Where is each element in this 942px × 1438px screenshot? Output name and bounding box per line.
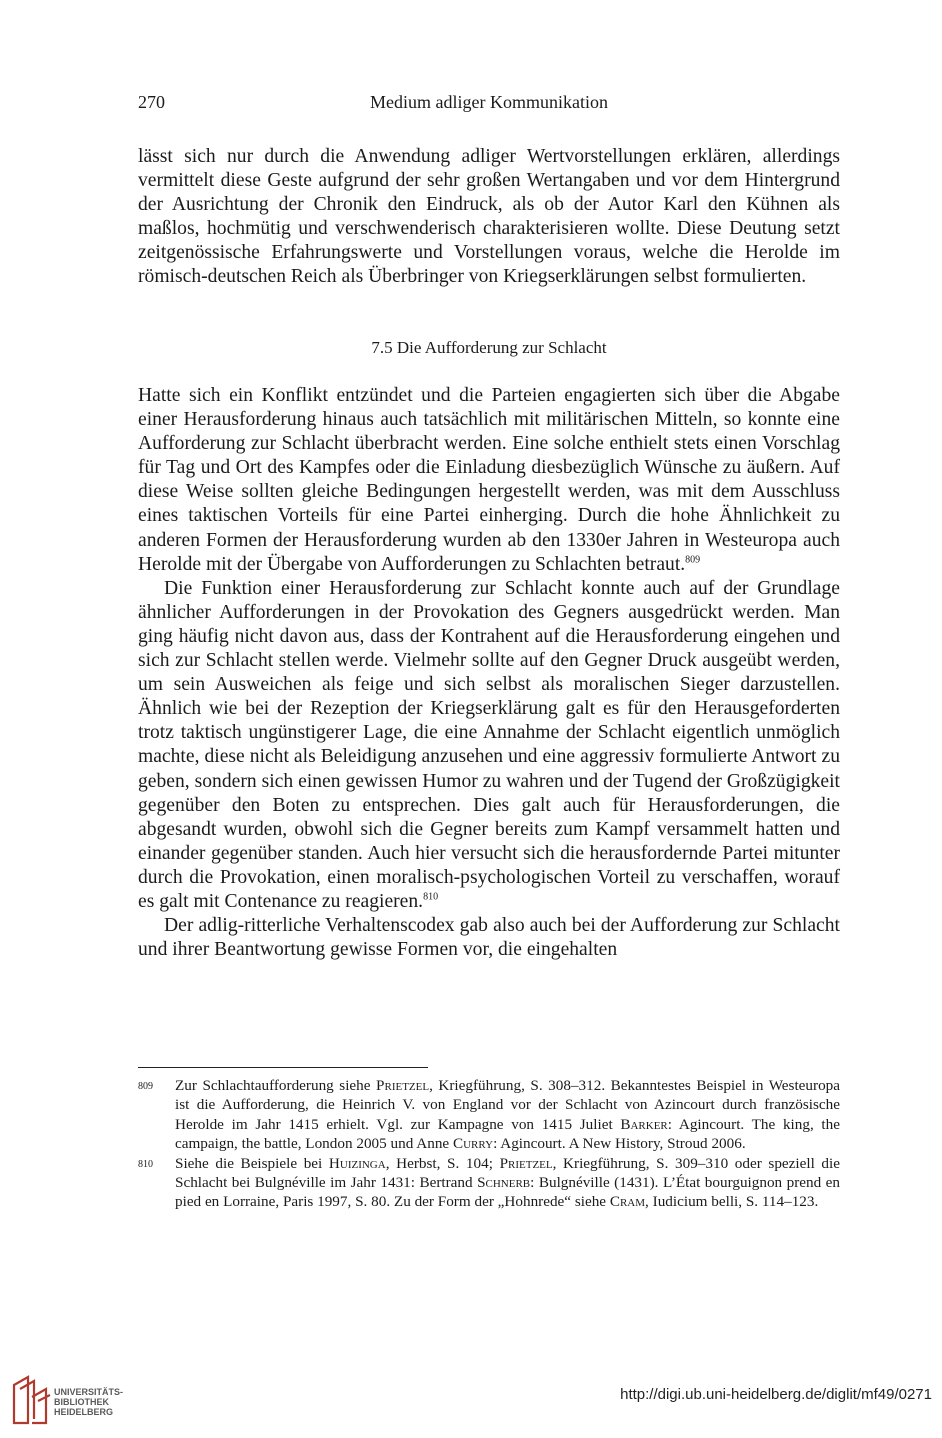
author-name: Huizinga [328, 1154, 386, 1172]
footnote-text: Siehe die Beispiele bei Huizinga, Herbst, S. 104; Prietzel, Kriegführung, S. 309–310 oder speziell die Schlacht bei Bulgnéville im Jahr 1431: Bertrand Schnerb: Bulgnéville (1431). L’État bourguignon prend en pied en Lorraine, Paris 1997, S. 80. Zu der Form der „Hohnrede“ siehe Cram, Iudicium belli, S. 114–123. [175, 1154, 841, 1211]
intro-paragraph: lässt sich nur durch die Anwendung adliger Wertvorstellungen erklären, allerdings vermittelt diese Geste aufgrund der sehr großen Wertangaben und vor dem Hintergrund der Ausrichtung der Chronik den Eindruck, als ob der Autor Karl den Kühnen als maßlos, hochmütig und verschwenderisch charakterisieren wollte. Diese Deutung setzt zeitgenössische Erfahrungswerte und Vorstellungen voraus, welche die Herolde im römisch-deutschen Reich als Überbringer von Kriegserklärungen selbst formulierten. [138, 146, 840, 288]
logo-mark [14, 1377, 50, 1423]
footnote-ref-809[interactable]: 809 [685, 554, 701, 566]
paragraph-text: Die Funktion einer Herausforderung zur Schlacht konnte auch auf der Grundlage ähnlicher Aufforderungen in der Provokation des Gegners ausgedrückt werden. Man ging häufig nicht davon aus, dass der Kontrahent auf die Herausforderung eingehen und sich zur Schlacht stellen werde. Vielmehr sollte auf den Gegner Druck ausgeübt werden, um sein Ausweichen als feige und sich selbst als moralischen Sieger darzustellen. Ähnlich wie bei der Rezeption der Kriegserklärung galt es für den Herausgeforderten trotz taktisch ungünstigerer Lage, die eine Annahme der Schlacht eigentlich unmöglich machte, diese nicht als Beleidigung anzusehen und eine aggressiv formulierte Antwort zu geben, sondern sich einen gewissen Humor zu wahren und der Tugend der Großzügigkeit gegenüber den Boten zu entsprechen. Dies galt auch für Herausforderungen, die abgesandt wurden, obwohl sich die Gegner bereits zum Kampf versammelt hatten und einander gegenüber standen. Auch hier versucht sich die herausfordernde Partei mitunter durch die Provokation, einen moralisch-psychologischen Vorteil zu verschaffen, worauf es galt mit Contenance zu reagieren. [138, 577, 840, 912]
author-name: Prietzel [376, 1077, 430, 1094]
main-text [138, 384, 840, 962]
library-name-line-2: BIBLIOTHEK [54, 1397, 109, 1407]
footnote-number: 810 [138, 1158, 153, 1170]
paragraph-text: Hatte sich ein Konflikt entzündet und die Parteien engagierten sich über die Abgabe einer Herausforderung hinaus auch tatsächlich mit militärischen Mitteln, so konnte eine Aufforderung zur Schlacht überbracht werden. Eine solche enthielt stets einen Vorschlag für Tag und Ort des Kampfes oder die Einladung diesbezüglich Wünsche zu äußern. Auf diese Weise sollten gleiche Bedingungen hergestellt werden, was mit dem Ausschluss eines taktischen Vorteils für eine Partei einherging. Durch die hohe Ähnlichkeit zu anderen Formen der Herausforderung wurden ab den 1330er Jahren in Westeuropa auch Herolde mit der Übergabe von Aufforderungen zu Schlachten betraut. [138, 385, 840, 575]
paragraph-text: Der adlig-ritterliche Verhaltenscodex gab also auch bei der Aufforderung zur Schlacht und ihrer Beantwortung gewisse Formen vor, die eingehalten [138, 915, 840, 961]
running-title: Medium adliger Kommunikation [370, 92, 608, 112]
footnote-ref-810[interactable]: 810 [423, 891, 439, 903]
library-name [54, 1387, 123, 1417]
body-paragraph-1 [138, 384, 840, 577]
footnote-divider [138, 1067, 428, 1068]
footnote-text: Zur Schlachtaufforderung siehe Prietzel, Kriegführung, S. 308–312. Bekanntestes Beispiel in Westeuropa ist die Aufforderung, die Heinrich V. von England vor der Schlacht von Azincourt durch französische Herolde im Jahr 1415 erhielt. Vgl. zur Kampagne von 1415 Juliet Barker: Agincourt. The king, the campaign, the battle, London 2005 und Anne Curry: Agincourt. A New History, Stroud 2006. [175, 1077, 840, 1153]
body-paragraph-3 [138, 914, 840, 962]
intro-paragraph-block [138, 145, 840, 290]
page-number: 270 [138, 92, 165, 112]
author-name: Prietzel [499, 1154, 553, 1172]
footnote-809 [138, 1076, 840, 1154]
library-logo-icon [10, 1373, 52, 1427]
author-name: Cram [609, 1193, 646, 1211]
footnote-810 [138, 1154, 840, 1212]
source-url-link[interactable]: http://digi.ub.uni-heidelberg.de/diglit/mf49/0271 [620, 1386, 932, 1403]
library-name-line-1: UNIVERSITÄTS- [54, 1387, 124, 1397]
author-name: Schnerb [477, 1174, 531, 1192]
body-paragraph-2 [138, 577, 840, 914]
footnote-number: 809 [138, 1081, 153, 1092]
section-heading: 7.5 Die Aufforderung zur Schlacht [371, 338, 607, 357]
author-name: Curry [452, 1135, 494, 1153]
page-header [138, 92, 840, 118]
library-name-line-3: HEIDELBERG [54, 1407, 114, 1417]
footnotes [138, 1076, 840, 1212]
page-footer [0, 1365, 942, 1438]
author-name: Barker [620, 1115, 668, 1133]
